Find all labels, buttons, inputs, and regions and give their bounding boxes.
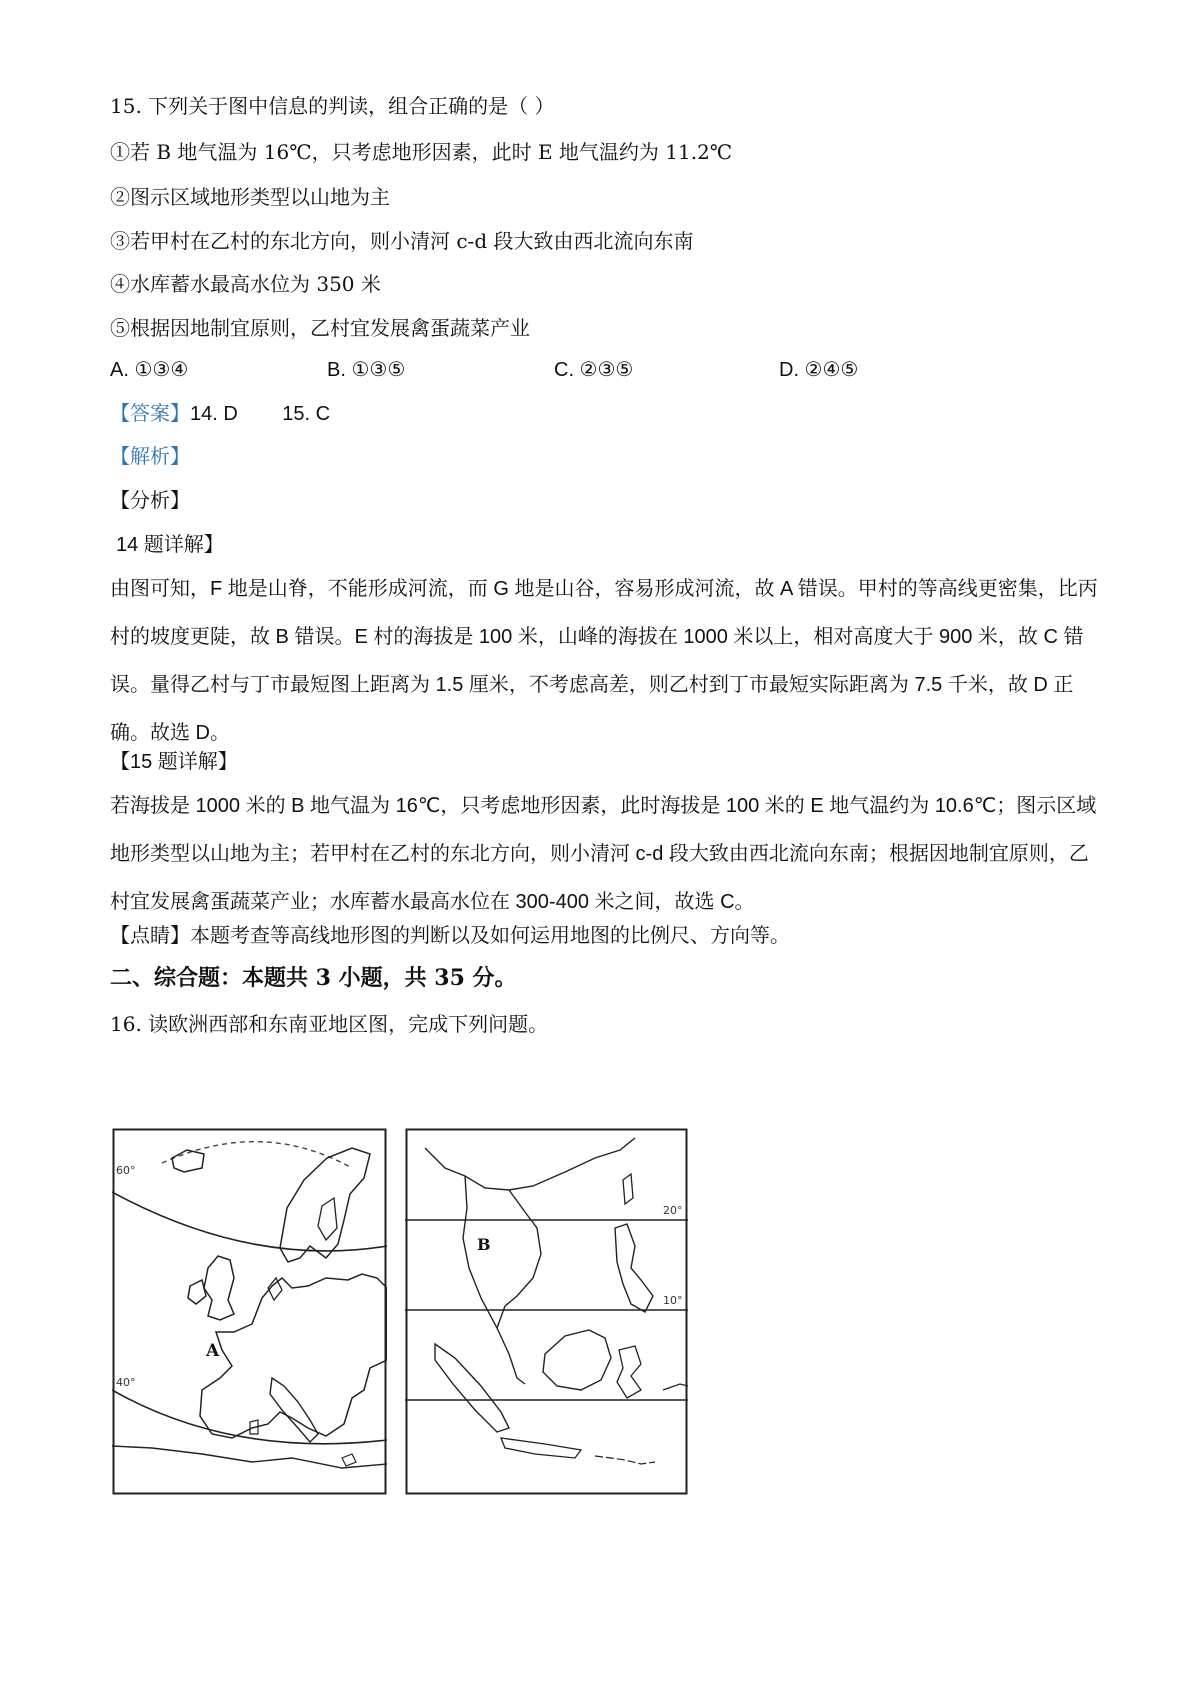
q15-heading: 【15 题详解】 [110,751,238,773]
analysis-tag: 【解析】 [110,446,190,468]
statement-5: ⑤根据因地制宜原则，乙村宜发展禽蛋蔬菜产业 [110,316,530,340]
fenxi-tag: 【分析】 [110,490,190,512]
q15-explanation: 若海拔是 1000 米的 B 地气温为 16℃，只考虑地形因素，此时海拔是 100 米的 E 地气温约为 10.6℃；图示区域地形类型以山地为主；若甲村在乙村的东北方向，则小清河 c-d 段大致由西北流向东南；根据因地制宜原则，乙村宜发展禽蛋蔬菜产业；水库蓄水最高水位在 300-400 米之间，故选 C。 [110,795,1097,913]
europe-point-a-label: A [206,1341,220,1361]
answer-text: 14. D 15. C [190,403,331,425]
question-16-stem: 16. 读欧洲西部和东南亚地区图，完成下列问题。 [110,1012,549,1036]
sea-point-b-label: B [477,1235,491,1254]
section-2-title: 二、综合题：本题共 3 小题，共 35 分。 [110,965,517,991]
southeast-asia-map [405,1128,688,1495]
question-15-stem: 15. 下列关于图中信息的判读，组合正确的是（ ） [110,94,555,118]
statement-4: ④水库蓄水最高水位为 350 米 [110,272,381,296]
sea-lat-20-label: 20° [663,1204,683,1217]
option-b: B. ①③⑤ [327,359,406,381]
q14-heading: 14 题详解】 [116,534,224,556]
sea-lat-10-label: 10° [663,1294,683,1307]
answer-line [110,400,330,428]
option-c: C. ②③⑤ [554,359,634,381]
option-d: D. ②④⑤ [779,359,859,381]
answer-tag: 【答案】 [110,403,190,425]
europe-lat-60-label: 60° [116,1164,136,1177]
statement-3: ③若甲村在乙村的东北方向，则小清河 c-d 段大致由西北流向东南 [110,229,694,253]
maps-figure [112,1128,752,1528]
q14-explanation: 由图可知，F 地是山脊，不能形成河流，而 G 地是山谷，容易形成河流，故 A 错误。甲村的等高线更密集，比丙村的坡度更陡，故 B 错误。E 村的海拔是 100 米，山峰的海拔在 1000 米以上，相对高度大于 900 米，故 C 错误。量得乙村与丁市最短图上距离为 1.5 厘米，不考虑高差，则乙村到丁市最短实际距离为 7.5 千米，故 D 正确。故选 D。 [110,578,1098,744]
option-a: A. ①③④ [110,359,189,381]
statement-2: ②图示区域地形类型以山地为主 [110,185,390,209]
europe-map [112,1128,387,1495]
dianjing-note: 【点睛】本题考查等高线地形图的判断以及如何运用地图的比例尺、方向等。 [110,925,790,947]
europe-lat-40-label: 40° [116,1376,136,1389]
statement-1: ①若 B 地气温为 16℃，只考虑地形因素，此时 E 地气温约为 11.2℃ [110,140,733,164]
